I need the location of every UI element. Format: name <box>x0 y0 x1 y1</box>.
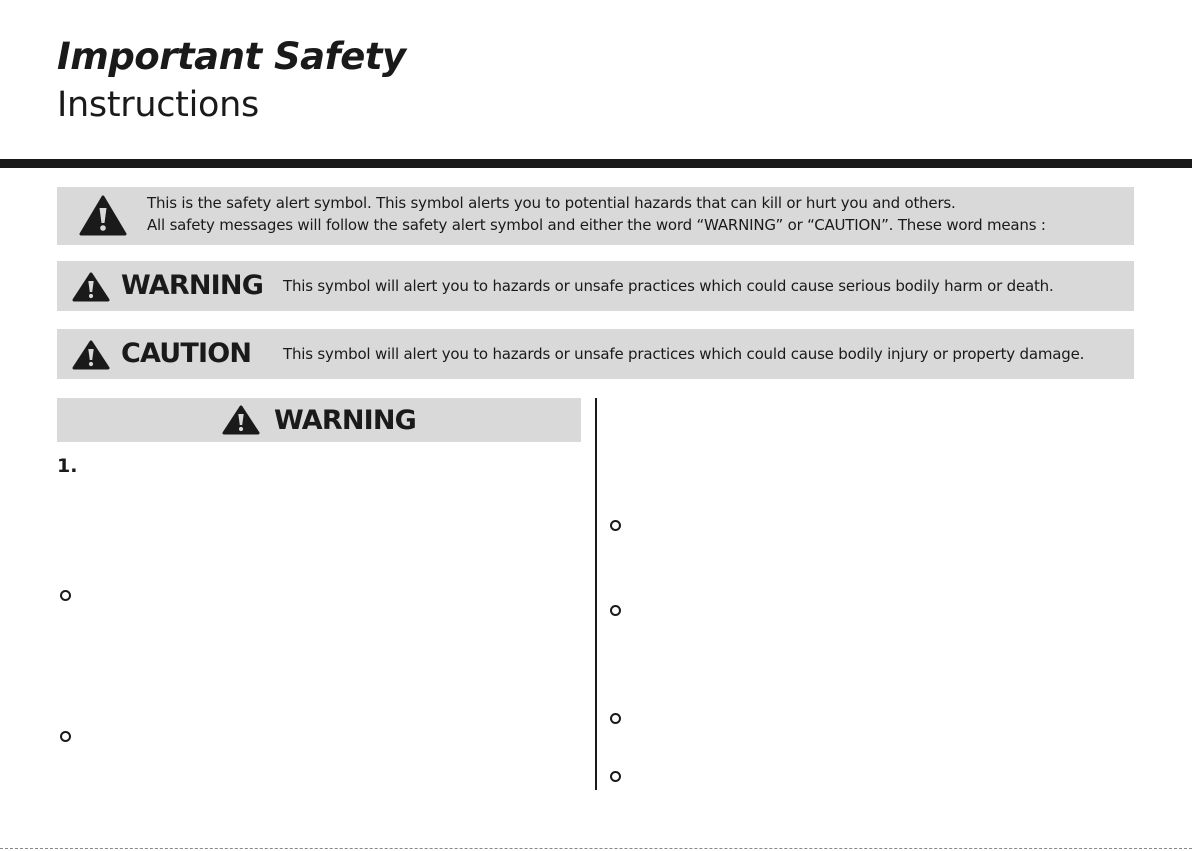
caution-label: CAUTION <box>121 338 252 369</box>
page-subtitle: Instructions <box>57 85 259 125</box>
caution-description: This symbol will alert you to hazards or unsafe practices which could cause bodily injury or property damage. <box>283 345 1085 363</box>
safety-alert-line-1: This is the safety alert symbol. This symbol alerts you to potential hazards that can kill or hurt you and others. <box>147 194 956 212</box>
safety-alert-line-2: All safety messages will follow the safety alert symbol and either the word “WARNING” or “CAUTION”. These word means : <box>147 216 1046 234</box>
warning-triangle-icon <box>79 195 127 236</box>
warning-label: WARNING <box>121 270 264 301</box>
caution-definition-panel <box>57 329 1134 379</box>
bullet-circle-icon <box>610 771 621 782</box>
caution-triangle-icon <box>72 340 110 370</box>
warning-triangle-icon <box>222 405 260 435</box>
bullet-circle-icon <box>60 731 71 742</box>
warning-section-heading <box>57 398 581 442</box>
column-divider <box>595 398 597 790</box>
item-number: 1. <box>57 455 78 477</box>
bullet-circle-icon <box>610 605 621 616</box>
warning-definition-panel <box>57 261 1134 311</box>
page-bottom-edge <box>0 848 1192 849</box>
bullet-circle-icon <box>610 520 621 531</box>
safety-alert-text <box>147 192 1046 236</box>
page-title: Important Safety <box>57 35 406 78</box>
bullet-circle-icon <box>610 713 621 724</box>
bullet-circle-icon <box>60 590 71 601</box>
header-rule <box>0 159 1192 168</box>
safety-alert-panel <box>57 187 1134 245</box>
warning-description: This symbol will alert you to hazards or unsafe practices which could cause serious bodily harm or death. <box>283 277 1054 295</box>
warning-triangle-icon <box>72 272 110 302</box>
warning-section-title: WARNING <box>273 404 417 436</box>
